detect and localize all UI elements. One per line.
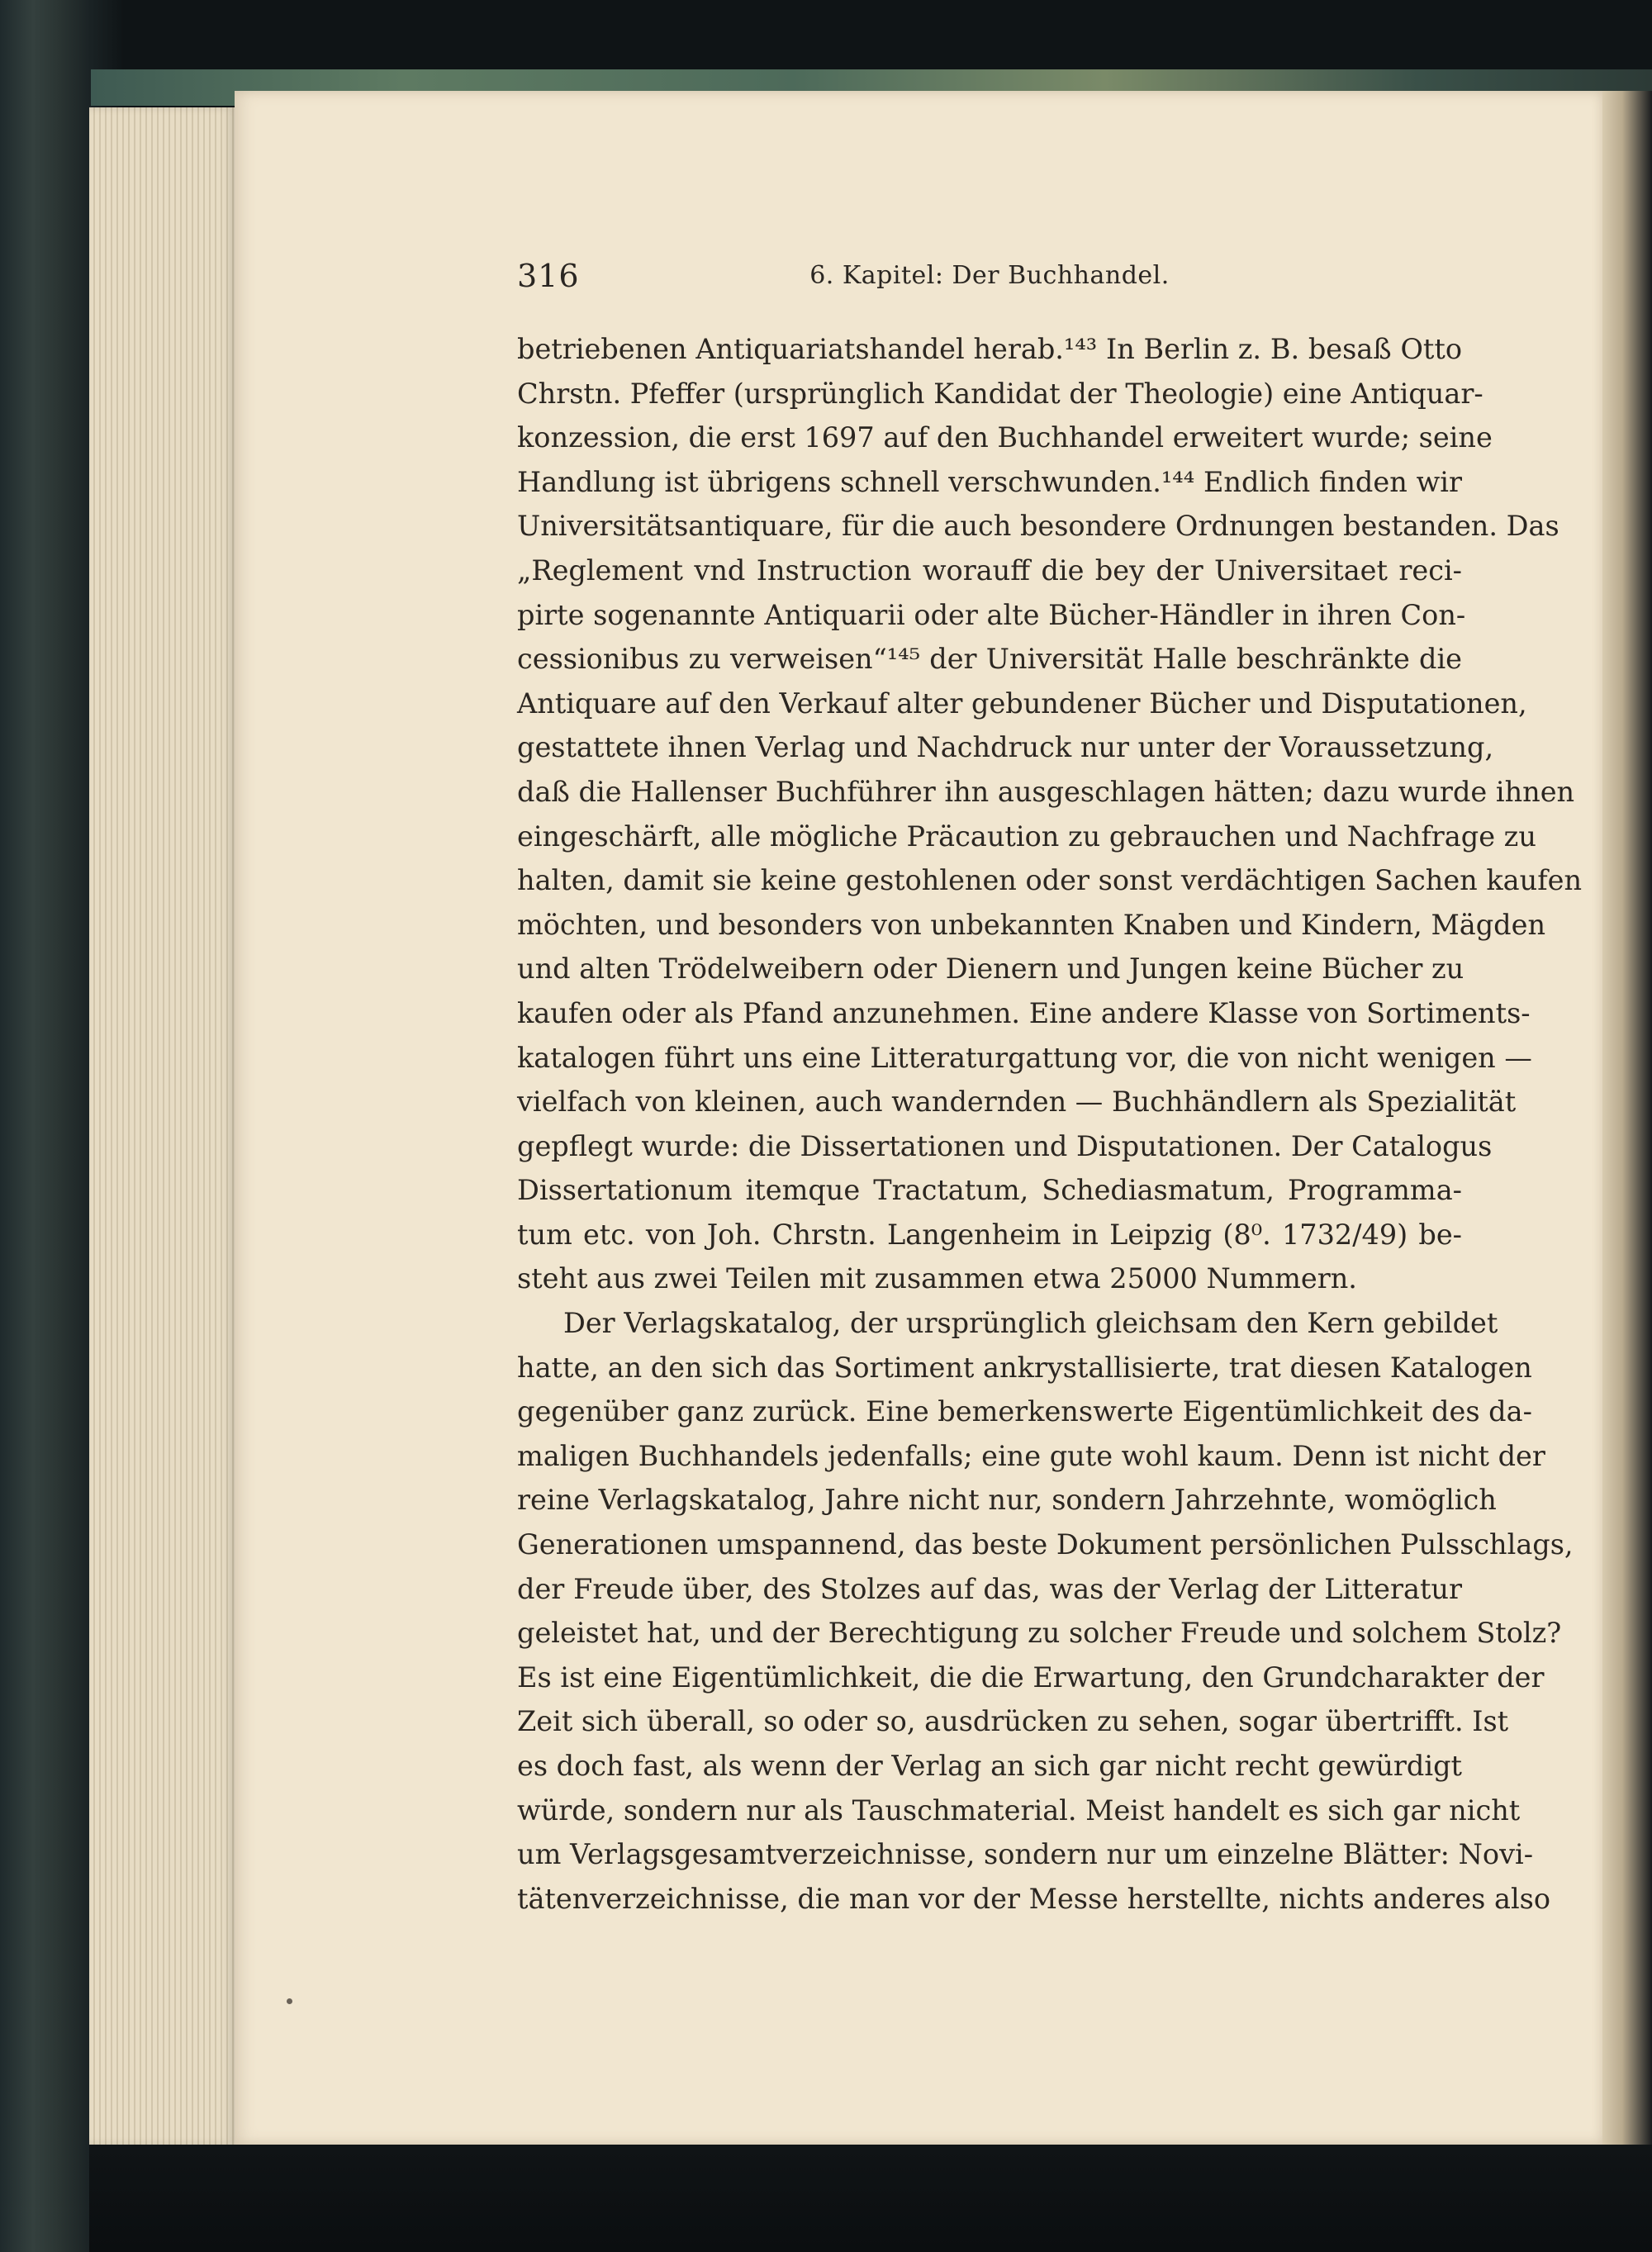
text-line: konzession, die erst 1697 auf den Buchhandel erweitert wurde; seine [517, 421, 1493, 454]
text-line: und alten Trödelweibern oder Dienern und Jungen keine Bücher zu [517, 953, 1464, 986]
text-line: der Freude über, des Stolzes auf das, was der Verlag der Litteratur [517, 1572, 1462, 1605]
text-line: steht aus zwei Teilen mit zusammen etwa 25000 Nummern. [517, 1262, 1357, 1295]
text-line: daß die Hallenser Buchführer ihn ausgeschlagen hätten; dazu wurde ihnen [517, 775, 1575, 808]
text-line: Zeit sich überall, so oder so, ausdrücken zu sehen, sogar übertrifft. Ist [517, 1705, 1509, 1738]
page-number: 316 [517, 258, 580, 294]
text-line: gestattete ihnen Verlag und Nachdruck nur unter der Voraussetzung, [517, 731, 1494, 764]
text-line: maligen Buchhandels jedenfalls; eine gute wohl kaum. Denn ist nicht der [517, 1439, 1545, 1472]
text-line: reine Verlagskatalog, Jahre nicht nur, sondern Jahrzehnte, womöglich [517, 1484, 1497, 1517]
text-line: es doch fast, als wenn der Verlag an sich gar nicht recht gewürdigt [517, 1750, 1462, 1782]
text-line: würde, sondern nur als Tauschmaterial. Meist handelt es sich gar nicht [517, 1794, 1521, 1827]
text-line: Handlung ist übrigens schnell verschwunden.¹⁴⁴ Endlich finden wir [517, 465, 1462, 498]
text-line: katalogen führt uns eine Litteraturgattung vor, die von nicht wenigen — [517, 1041, 1532, 1074]
text-line: eingeschärft, alle mögliche Präcaution zu gebrauchen und Nachfrage zu [517, 820, 1536, 853]
text-line: Antiquare auf den Verkauf alter gebundener Bücher und Disputationen, [517, 687, 1527, 720]
body-text [517, 327, 1583, 1921]
text-line: gepflegt wurde: die Dissertationen und Disputationen. Der Catalogus [517, 1129, 1493, 1162]
text-line: Chrstn. Pfeffer (ursprünglich Kandidat der Theologie) eine Antiquar- [517, 377, 1483, 410]
page-edges [89, 107, 235, 2145]
text-line: Der Verlagskatalog, der ursprünglich gleichsam den Kern gebildet [563, 1307, 1498, 1340]
book-shadow [89, 2145, 1652, 2252]
text-line: möchten, und besonders von unbekannten Knaben und Kindern, Mägden [517, 908, 1546, 941]
text-line: kaufen oder als Pfand anzunehmen. Eine andere Klasse von Sortiments- [517, 996, 1531, 1029]
text-line: Universitätsantiquare, für die auch besondere Ordnungen bestanden. Das [517, 510, 1559, 543]
chapter-title: 6. Kapitel: Der Buchhandel. [809, 261, 1170, 290]
text-line: „Reglement vnd Instruction worauff die bey der Universitaet reci- [517, 553, 1462, 587]
text-line: Dissertationum itemque Tractatum, Schediasmatum, Programma- [517, 1174, 1462, 1207]
paper-speck [287, 1998, 292, 2004]
text-line: hatte, an den sich das Sortiment ankrystallisierte, trat diesen Katalogen [517, 1351, 1532, 1384]
text-line: betriebenen Antiquariatshandel herab.¹⁴³ In Berlin z. B. besaß Otto [517, 333, 1462, 365]
page-gutter [1602, 91, 1652, 2145]
text-line: cessionibus zu verweisen“¹⁴⁵ der Universität Halle beschränkte die [517, 643, 1462, 676]
text-line: tätenverzeichnisse, die man vor der Messe herstellte, nichts anderes also [517, 1882, 1551, 1915]
text-line: um Verlagsgesamtverzeichnisse, sondern nur um einzelne Blätter: Novi- [517, 1838, 1534, 1871]
text-line: Generationen umspannend, das beste Dokument persönlichen Pulsschlags, [517, 1528, 1574, 1561]
text-line: geleistet hat, und der Berechtigung zu solcher Freude und solchem Stolz? [517, 1617, 1562, 1650]
text-line: tum etc. von Joh. Chrstn. Langenheim in Leipzig (8⁰. 1732/49) be- [517, 1218, 1462, 1251]
running-head [517, 258, 1462, 307]
text-line: halten, damit sie keine gestohlenen oder sonst verdächtigen Sachen kaufen [517, 864, 1583, 897]
text-line: Es ist eine Eigentümlichkeit, die die Erwartung, den Grundcharakter der [517, 1660, 1545, 1694]
text-line: vielfach von kleinen, auch wandernden — Buchhändlern als Spezialität [517, 1086, 1517, 1119]
text-line: pirte sogenannte Antiquarii oder alte Bücher-Händler in ihren Con- [517, 598, 1466, 631]
text-line: gegenüber ganz zurück. Eine bemerkenswerte Eigentümlichkeit des da- [517, 1395, 1532, 1428]
